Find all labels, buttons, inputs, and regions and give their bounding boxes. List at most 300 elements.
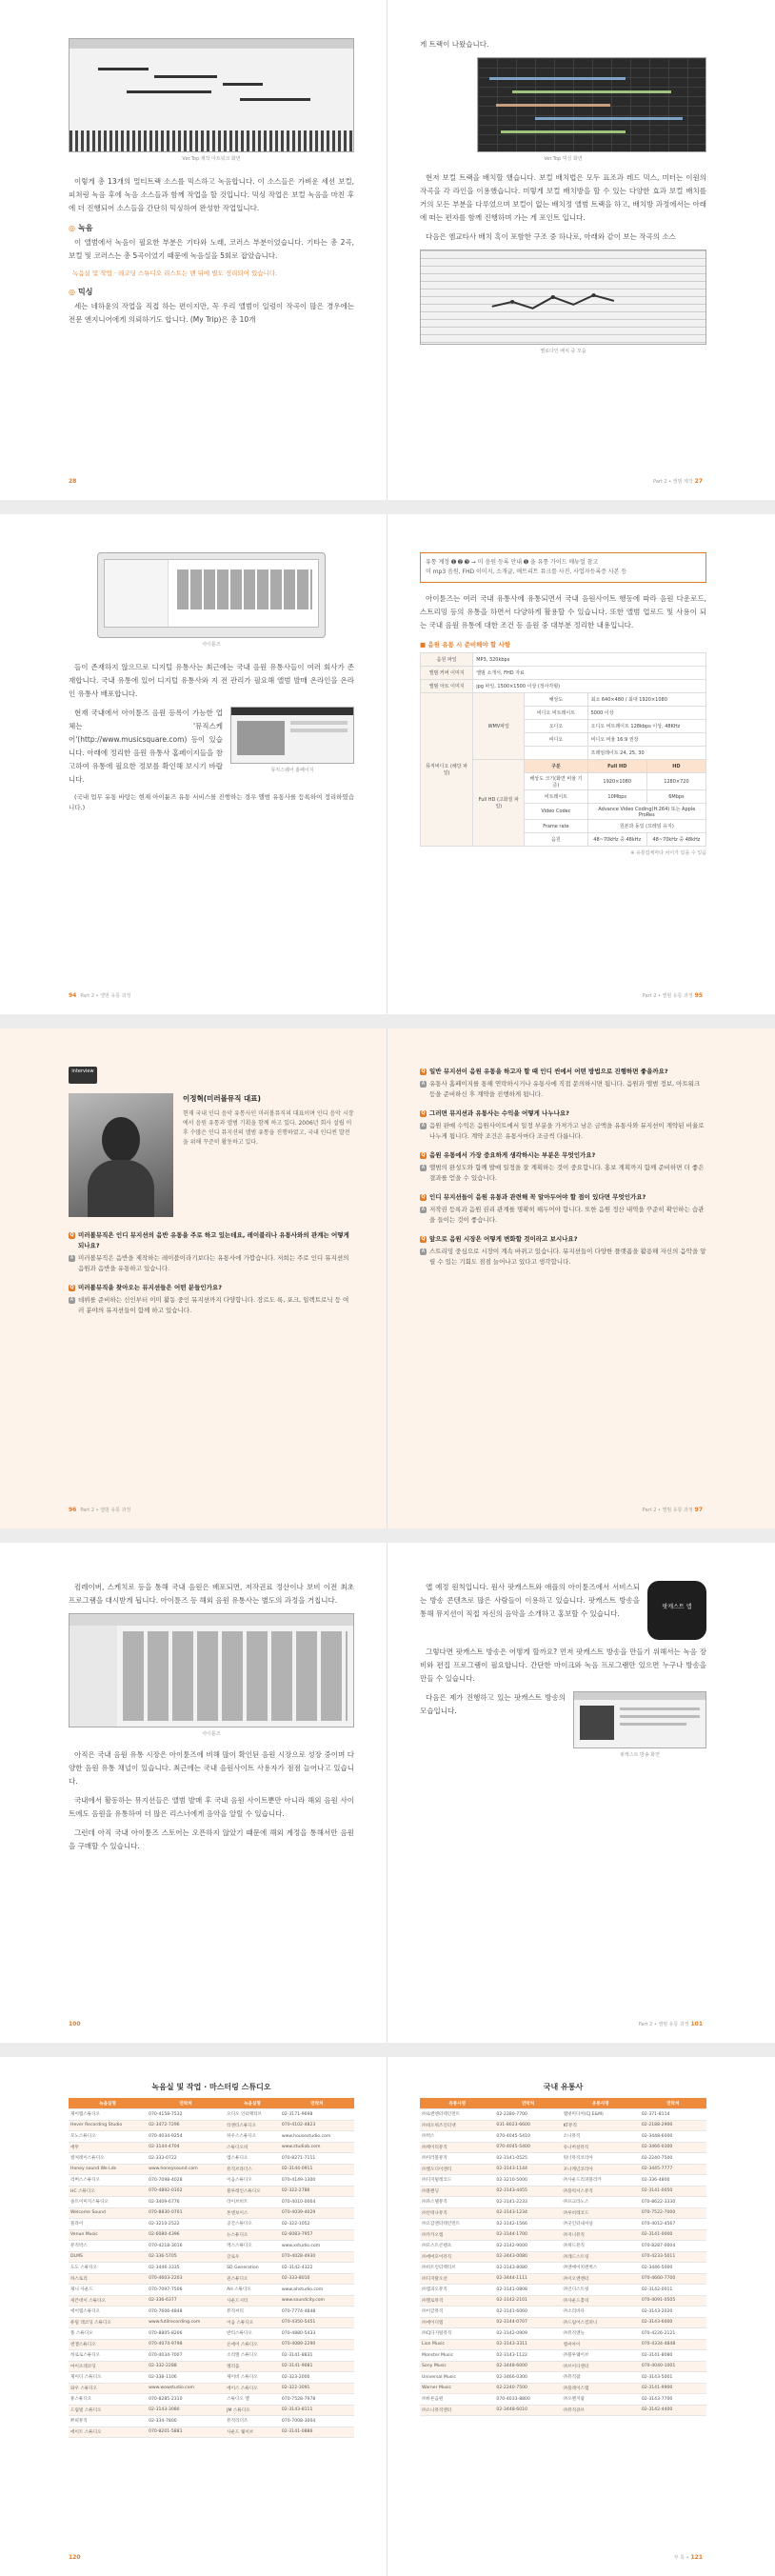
page-footer (69, 2021, 85, 2027)
table-cell: 02-3141-0525 (494, 2153, 561, 2165)
table-row (69, 2120, 354, 2131)
figure-caption: Ver.Top 제작 아트워크 화면 (182, 156, 241, 162)
table-row (69, 2339, 354, 2350)
interviewee-bio: 현재 국내 인디 음악 유통사인 미러볼뮤직의 대표이며 인디 음악 시장에서 음원 유통과 앨범 기획을 함께 하고 있다. 2006년 회사 설립 이후 수많은 인디 뮤지션의 앨범 유통을 진행하였고, 국내 인디씬 발전을 위해 꾸준히 활동하고 있다. (183, 1110, 354, 1146)
table-cell: 솔트이미지스튜디오 (69, 2197, 147, 2208)
table-cell: ㈜사운드홀릭 (562, 2295, 640, 2306)
table-header-cell: 연락처 (280, 2098, 354, 2109)
section-text-mixing: 세는 네하윤의 작업을 직접 하는 편이지만, 꼭 우리 앨범이 일렁이 작곡이 많은 경우에는 전문 엔지니어에게 의뢰하기도 합니다. (My Trip)은 총 10개 (69, 302, 354, 324)
table-cell: 6Mbps (646, 790, 705, 804)
question-text: 음원 유통에서 가장 중요하게 생각하시는 부분은 무엇인가요? (429, 1151, 596, 1159)
table-cell: WMV파일 (473, 693, 525, 760)
table-row (69, 2197, 354, 2208)
table-cell: ㈜이오엔엔터 (562, 2273, 640, 2285)
table-cell: 퀸스튜디오 (225, 2273, 280, 2285)
page-number: 120 (69, 2554, 81, 2561)
table-cell: 뮤직씨티 (225, 2306, 280, 2318)
table-cell: 02-3141-2233 (494, 2197, 561, 2208)
table-cell: 비트레이트 (525, 790, 587, 804)
table-cell: 02-371-8114 (640, 2109, 706, 2121)
table-cell: 리버스스튜디오 (69, 2175, 147, 2187)
table-row (420, 2109, 706, 2121)
table-cell: ㈜엔에이치엔벅스 (562, 2263, 640, 2274)
table-cell: 02-333-0722 (147, 2153, 225, 2165)
mixing-screenshot (477, 57, 706, 152)
page-number: 96 (69, 1507, 77, 1513)
table-cell: 라이브비트 (225, 2197, 280, 2208)
table-cell: ㈜블렌딩 (420, 2186, 494, 2197)
table-cell: 02-3143-3080 (147, 2405, 225, 2416)
page-footer (639, 2021, 706, 2027)
table-header-cell: 연락처 (640, 2098, 706, 2109)
table-cell: 뮤직브라더스 (225, 2164, 280, 2175)
table-cell: 02-3448-6000 (494, 2361, 561, 2372)
table-cell: 070-7774-4848 (280, 2306, 354, 2318)
table-header-cell: 녹음실명 (225, 2098, 280, 2109)
qa-list (69, 1230, 354, 1316)
table-cell: AH 스튜디오 (225, 2285, 280, 2296)
table-cell: 02-3210-2522 (147, 2219, 225, 2230)
table-cell: ㈜엘오디이엔티 (420, 2164, 494, 2175)
table-cell: 070-8271-7111 (280, 2153, 354, 2165)
table-cell: 에이엠스튜디오 (69, 2306, 147, 2318)
table-cell: 02-3141-6060 (494, 2306, 561, 2318)
table-cell: 070-7528-7978 (280, 2394, 354, 2406)
table-cell: Hever Recording Studio (69, 2120, 147, 2131)
table-cell: 070-4040-1001 (640, 2361, 706, 2372)
table-cell: MP3, 320kbps (473, 653, 706, 667)
table-cell: 070-4045-5410 (494, 2131, 561, 2143)
table-cell: 02-3141-8080 (640, 2350, 706, 2362)
table-cell: 070-7097-7506 (147, 2285, 225, 2296)
table-cell: 02-3142-4322 (280, 2263, 354, 2274)
table-cell: 하우스스튜디오 (225, 2131, 280, 2143)
table-cell: 온에어 스튜디오 (225, 2339, 280, 2350)
table-cell: 02-3143-1122 (494, 2350, 561, 2362)
table-cell: ㈜브이디엔터 (562, 2361, 640, 2372)
table-cell: 이음스튜디오 (225, 2175, 280, 2187)
table-cell: 02-3444-1111 (494, 2273, 561, 2285)
table-row (420, 2350, 706, 2362)
table-header-cell: 연락처 (494, 2098, 561, 2109)
running-head: 부 록 • (673, 2555, 689, 2561)
table-cell: 070-4880-5433 (280, 2328, 354, 2340)
table-cell: 02-3143-6000 (640, 2317, 706, 2328)
table-cell: 02-322-3091 (280, 2383, 354, 2394)
page-number: 94 (69, 992, 77, 999)
page-27 (388, 0, 775, 500)
table-cell: 02-3142-9000 (494, 2241, 561, 2252)
question (420, 1067, 706, 1077)
table-cell: 02-322-2786 (280, 2186, 354, 2197)
table-row (69, 2426, 354, 2438)
requirements-table (420, 652, 706, 847)
podcast-screenshot (573, 1691, 706, 1748)
table-cell: Advance Video Coding(H.264) 또는 Apple ProRes (587, 804, 705, 820)
table-cell: 에뚜 (69, 2142, 147, 2153)
table-cell: Sony Music (420, 2361, 494, 2372)
figure-caption: 팟캐스트 방송 화면 (620, 1752, 660, 1758)
table-cell: 02-3144-0911 (280, 2164, 354, 2175)
page-96 (0, 1028, 388, 1528)
table-cell: 스튜디오 엘 (225, 2394, 280, 2406)
table-cell: 모노스튜디오 (69, 2131, 147, 2143)
answer (420, 1079, 706, 1100)
table-cell: 프레임레이트 24, 25, 30 (587, 747, 705, 760)
answer-icon: A (421, 1123, 426, 1128)
table-row (69, 2416, 354, 2427)
table-cell: ㈜플레이스엠 (562, 2383, 640, 2394)
table-cell: 02-3445-7777 (640, 2164, 706, 2175)
table-cell: 1280×720 (646, 773, 705, 790)
table-cell: 02-3141-8831 (280, 2350, 354, 2362)
section-title-recording: ◎ 녹음 (69, 224, 93, 232)
spread-2 (0, 514, 775, 1014)
page-footer (653, 478, 706, 485)
table-row (69, 2263, 354, 2274)
question-icon: Q (70, 1232, 74, 1238)
qa-item (420, 1108, 706, 1142)
table-row (420, 2251, 706, 2263)
table-note: ※ 유통업체마다 차이가 있을 수 있음 (630, 850, 706, 856)
table-header-cell: 유통사명 (562, 2098, 640, 2109)
table-cell: 쁘띠뮤직 (69, 2416, 147, 2427)
table-cell: 엔젤스튜디오 (69, 2339, 147, 2350)
table-row (420, 2263, 706, 2274)
table-cell: 5000 이상 (587, 707, 705, 720)
table-header-row (420, 2098, 706, 2109)
table-cell: 070-4033-8800 (494, 2394, 561, 2406)
table-cell: 02-3448-6010 (494, 2405, 561, 2416)
qa-item (420, 1150, 706, 1184)
qa-item (420, 1067, 706, 1100)
table-cell: 이음 스튜디오 (225, 2317, 280, 2328)
table-row (69, 2394, 354, 2406)
table-cell: 02-338-1106 (147, 2372, 225, 2384)
table-cell: 070-4010-0064 (280, 2197, 354, 2208)
table-cell: 02-3466-0300 (640, 2142, 706, 2153)
table-cell: 톤앤보이스 (225, 2207, 280, 2219)
table-cell: 음원 (525, 833, 587, 847)
table-cell: ㈜위드뮤직 (562, 2241, 640, 2252)
itunes-laptop-image (97, 552, 326, 638)
table-cell: 1920×1080 (587, 773, 646, 790)
table-cell: 비디오 비율 16:9 권장 (587, 733, 705, 747)
table-cell: 070-7008-3004 (280, 2416, 354, 2427)
table-cell: 02-2188-2900 (640, 2120, 706, 2131)
table-cell: 070-4158-7532 (147, 2109, 225, 2121)
table-cell: ㈜인디스트릿 (562, 2285, 640, 2296)
table-cell: ㈜벅스 (420, 2131, 494, 2143)
page-95 (388, 514, 775, 1014)
answer-icon: A (421, 1165, 426, 1170)
table-cell: 02-3142-1566 (494, 2219, 561, 2230)
table-row (69, 2153, 354, 2165)
figure1-caption: Ver.Top 믹싱 화면 (544, 156, 583, 162)
table-cell: 070-4603-2203 (147, 2273, 225, 2285)
table-cell: 02-2280-7700 (494, 2109, 561, 2121)
answer-text: 데뷔를 준비하는 신인부터 이미 활동 중인 뮤지션까지 다양합니다. 장르도 록, 포크, 일렉트로닉 등 여러 분야의 뮤지션들이 함께 하고 있습니다. (78, 1296, 349, 1314)
paragraph-3: 그런데 아직 국내 아이튠즈 스토어는 오픈하지 않았기 때문에 해외 계정을 통해서만 음원을 구매할 수 있습니다. (69, 1828, 354, 1850)
page-number: 121 (690, 2554, 703, 2561)
table-cell: 해상도 (525, 693, 587, 707)
table-row (69, 2361, 354, 2372)
answer (420, 1247, 706, 1268)
table-cell: 070-4039-4029 (280, 2207, 354, 2219)
page-footer (69, 2554, 85, 2561)
table-cell: 최소 640×480 / 최대 1920×1080 (587, 693, 705, 707)
running-head: Part 2 • 앨범 유통 과정 (638, 2022, 689, 2027)
table-header-cell: 유통사명 (420, 2098, 494, 2109)
table-row (420, 2120, 706, 2131)
table-cell: 070-8805-8206 (147, 2328, 225, 2340)
page-94 (0, 514, 388, 1014)
table-cell: www.futilrecording.com (147, 2317, 225, 2328)
table-cell: 02-3141-9081 (280, 2361, 354, 2372)
answer-text: 유통사 홈페이지를 통해 연락하시거나 유통사에 직접 문의하시면 됩니다. 음원과 앨범 정보, 아트워크 등을 준비하신 후 계약을 진행하게 됩니다. (429, 1080, 701, 1098)
table-cell: 비디오 (525, 733, 587, 747)
table-cell: 도도 스튜디오 (69, 2263, 147, 2274)
table-row (420, 2186, 706, 2197)
table-cell: 070-4149-1300 (280, 2175, 354, 2187)
spread-4 (0, 1543, 775, 2043)
table-cell: ㈜플럭서스뮤직 (562, 2186, 640, 2197)
table-cell: 48~70kHz 중 48kHz (646, 833, 705, 847)
table-row (420, 2372, 706, 2384)
table-cell: 02-3448-6000 (640, 2131, 706, 2143)
table-row (420, 2306, 706, 2318)
table-cell: 02-3144-0707 (494, 2317, 561, 2328)
table-cell: 사운드시티 (225, 2295, 280, 2306)
running-head: Part 2 • 앨범 유통 과정 (80, 1508, 131, 1513)
answer (420, 1205, 706, 1226)
table-cell: 02-3144-4704 (147, 2142, 225, 2153)
table-cell: ㈜케이티뮤직 (420, 2142, 494, 2153)
table-cell: 02-3446-5000 (640, 2263, 706, 2274)
table-cell: 플라이 (69, 2219, 147, 2230)
table-row (420, 2164, 706, 2175)
table-cell: 제이엠스튜디오 (69, 2109, 147, 2121)
question-text: 일반 뮤지션이 음원 유통을 하고자 할 때 인디 씬에서 어떤 방법으로 진행하면 좋을까요? (429, 1068, 668, 1075)
table-cell: 세븐데이 스튜디오 (69, 2295, 147, 2306)
table-cell: ㈜뮤직팜 (562, 2372, 640, 2384)
page-footer (643, 992, 706, 999)
table-row (69, 2372, 354, 2384)
table-cell: ㈜사운드리퍼블리카 (562, 2175, 640, 2187)
table-cell: 엠스튜디오 (225, 2153, 280, 2165)
page-number: 28 (69, 478, 77, 485)
table-cell: ㈜에이디엠 (420, 2317, 494, 2328)
page-footer (643, 1507, 706, 1513)
page-footer (69, 478, 80, 485)
section-title-mixing: ◎ 믹싱 (69, 288, 93, 296)
answer-icon: A (421, 1248, 426, 1254)
table-cell: ㈜오감엔터테인먼트 (420, 2219, 494, 2230)
qa-item (69, 1283, 354, 1316)
table-cell: 070-4034-7007 (147, 2350, 225, 2362)
table-cell: 티엔티스튜디오 (225, 2120, 280, 2131)
table-cell: 공간스튜디오 (225, 2219, 280, 2230)
answer-text: 저작권 등록과 음원 권리 관계를 명확히 해두어야 합니다. 또한 음원 정산 내역을 꾸준히 확인하는 습관을 들이는 것이 좋습니다. (429, 1206, 705, 1224)
table-row (420, 2219, 706, 2230)
table-cell: 02-336-5705 (147, 2251, 225, 2263)
table-cell: 엠넷미디어(CJ E&M) (562, 2109, 640, 2121)
table-cell: 유니버설뮤직 (562, 2142, 640, 2153)
table-cell: ㈜모스트콘텐츠 (420, 2241, 494, 2252)
table-cell: 포니캐년코리아 (562, 2164, 640, 2175)
page-number: 100 (69, 2021, 81, 2027)
table-cell: 070-4034-9254 (147, 2131, 225, 2143)
table-cell: 엘리움 (225, 2361, 280, 2372)
running-head: Part 2 • 앨범 유통 과정 (642, 1508, 693, 1513)
table-cell: www.studiob.com (280, 2142, 354, 2153)
table-cell: 블루레인스튜디오 (225, 2186, 280, 2197)
table-row (69, 2350, 354, 2362)
table-cell: 02-3143-1144 (494, 2164, 561, 2175)
table-header-cell: 구분 (525, 760, 587, 773)
table-cell: 070-4892-0102 (147, 2186, 225, 2197)
table-row (420, 2405, 706, 2416)
table-row (420, 2241, 706, 2252)
paragraph-1: 현저 보컬 트랙을 배치할 했습니다. 보컬 배치법은 모두 표조과 레드 믹스, 미터는 이원의 작곡을 각 라인을 이용했습니다. 미렇게 보컬 배치방을 할 수 있는 다양한 효과 보컬 배치를 거의 모든 부분을 다루었으며 보컬이 없는 배치정 앨범 트랙을 하고, 배치방 과정에서는 아래에 떠는 편자를 함께 진행하며 가는 게 포인트 입니다. (420, 173, 706, 222)
table-title: ■ 음원 유통 시 준비해야 할 사항 (420, 641, 511, 649)
table-cell: 앨범 아트 이미지 (421, 680, 473, 693)
table-row (69, 2219, 354, 2230)
paragraph-1: 아직은 국내 음원 유통 시장은 아이튠즈에 비해 많이 확인된 음원 시장으로 성장 중이며 다양한 음원 유통 채널이 있습니다. 최근에는 국내 음원사이트 사용자가 점점 늘어나고 있습니다. (69, 1750, 354, 1786)
table-cell: 워너뮤직코리아 (562, 2153, 640, 2165)
table-cell: 스튜디오비 (225, 2142, 280, 2153)
table-cell: KT뮤직 (562, 2120, 640, 2131)
table-cell: ㈜바른음원 (420, 2394, 494, 2406)
table-cell: ㈜굿인터내셔널 (562, 2219, 640, 2230)
table-cell: ㈜미러볼뮤직 (420, 2153, 494, 2165)
question-icon: Q (421, 1152, 426, 1158)
table-cell: 070-7522-7000 (640, 2207, 706, 2219)
question-icon: Q (421, 1236, 426, 1242)
table-row (69, 2295, 354, 2306)
answer-icon: A (421, 1207, 426, 1212)
page-footer (69, 992, 130, 999)
table-cell: ㈜엠피오뮤직 (420, 2285, 494, 2296)
table-cell: 제이비 스튜디오 (225, 2372, 280, 2384)
answer-text: 음원 판매 수익은 음원사이트에서 일정 부분을 가져가고 남은 금액을 유통사와 뮤지션이 계약된 비율로 나누게 됩니다. 계약 조건은 유통사마다 조금씩 다릅니다. (429, 1122, 705, 1140)
table-cell: 070-4028-4930 (280, 2251, 354, 2263)
table-cell: ㈜안테나뮤직 (420, 2207, 494, 2219)
table-cell: 02-3210-5000 (494, 2175, 561, 2187)
artwork-screenshot (69, 38, 354, 152)
table-cell: 와우 스튜디오 (69, 2383, 147, 2394)
table-row (69, 2241, 354, 2252)
answer (420, 1121, 706, 1142)
table-cell: 02-3141-0886 (280, 2426, 354, 2438)
table-cell: Warner Music (420, 2383, 494, 2394)
table-row (420, 2394, 706, 2406)
figure2-caption: 멜로다인 배치 중 모습 (540, 349, 586, 354)
table-cell: 02-6083-7957 (280, 2229, 354, 2241)
table-cell: Welcome Sound (69, 2207, 147, 2219)
question-text: 미러볼뮤직을 찾아오는 뮤지션들은 어떤 분들인가요? (78, 1284, 222, 1291)
question-text: 인디 뮤지션들이 음원 유통과 관련해 꼭 알아두어야 할 점이 있다면 무엇인가요? (429, 1193, 646, 1201)
question (420, 1108, 706, 1119)
table-cell: 뮤직비디오 (해당 파일) (421, 693, 473, 847)
table-row (69, 2164, 354, 2175)
studio-table (69, 2098, 354, 2438)
table-row (69, 2229, 354, 2241)
question (420, 1234, 706, 1245)
table-cell: ㈜뮤직앤뉴 (562, 2328, 640, 2340)
answer (420, 1163, 706, 1184)
table-cell: jpg 파일, 1500×1500 이상 (정사각형) (473, 680, 706, 693)
table-cell: ㈜이글뮤직 (420, 2306, 494, 2318)
table-row (69, 2175, 354, 2187)
musicsquare-screenshot (230, 707, 354, 764)
paragraph-3: (국내 업무 유통 바탕는 현재 아이튠즈 유통 서비스를 진행하는 경우 앨범 유통사를 등록하여 정리하였습니다.) (69, 793, 354, 811)
table-cell: 히로로스튜디오 (69, 2350, 147, 2362)
table-cell: 글로우 (225, 2251, 280, 2263)
table-cell: DLMS (69, 2251, 147, 2263)
answer-icon: A (70, 1255, 74, 1261)
question-icon: Q (70, 1285, 74, 1290)
paragraph-2: 국내에서 활동하는 뮤지션들은 앨범 발매 후 국내 음원 사이트뿐만 아니라 해외 음원 사이트에도 음원을 유통하여 더 많은 리스너에게 음악을 알릴 수 있습니다. (69, 1796, 354, 1818)
table-cell: Video Codec (525, 804, 587, 820)
info-note-box: 유통 계정 ➊ ➋ ➌ → 미 음원 등록 안내 ➊ 을 유통 가이드 매뉴얼 참고 미 mp3 음원, FHD 이미지, 소개글, 애트리트 뮤크를 사진, 사업자등록증 사본 등 (420, 552, 706, 583)
table-cell: 제니 사운드 (69, 2285, 147, 2296)
table-row (69, 2142, 354, 2153)
table-cell: 070-4091-0505 (640, 2295, 706, 2306)
table-header-cell: Full HD (587, 760, 646, 773)
table-row (420, 2207, 706, 2219)
table-cell: 070-8285-2310 (147, 2394, 225, 2406)
table-row (420, 2197, 706, 2208)
table-row (420, 2142, 706, 2153)
table-cell: 02-3143-5001 (640, 2372, 706, 2384)
answer-text: 미러볼뮤직은 음반을 제작하는 레이블이라기보다는 유통사에 가깝습니다. 저희는 주로 인디 뮤지션의 음원과 음반을 유통하고 있습니다. (78, 1254, 349, 1272)
table-row (69, 2328, 354, 2340)
table-cell: 에이트 스튜디오 (69, 2426, 147, 2438)
table-cell: 070-4102-4823 (280, 2120, 354, 2131)
table-cell: 070-7098-4028 (147, 2175, 225, 2187)
table-row (420, 2295, 706, 2306)
table-cell: 070-8201-5881 (147, 2426, 225, 2438)
table-row (420, 2153, 706, 2165)
paragraph-1: 앱 예정 원칙입니다. 원사 팟캐스트와 애플의 아이튠즈에서 서비스되는 방송 콘텐츠로 많은 사람들이 이용하고 있습니다. 팟캐스트 방송을 통해 뮤지션이 직접 자신의 음악을 소개하고 홍보할 수 있습니다. (420, 1583, 640, 1618)
table-header-cell: HD (646, 760, 705, 773)
table-header-cell: 연락처 (147, 2098, 225, 2109)
page-number: 101 (690, 2021, 703, 2027)
table-cell: 제이디 스튜디오 (69, 2372, 147, 2384)
table-cell: 02-3142-2101 (494, 2295, 561, 2306)
table-row (420, 2383, 706, 2394)
table-cell: 폴 스튜디오 (69, 2328, 147, 2340)
table-cell: 컬처레이스튜디오 (69, 2153, 147, 2165)
table-row (420, 2361, 706, 2372)
table-cell: 48~70kHz 중 48kHz (587, 833, 646, 847)
table-cell: 02-3143-4455 (494, 2186, 561, 2197)
table-cell: www.xstudio.com (280, 2241, 354, 2252)
table-cell: 에이스 스튜디오 (225, 2383, 280, 2394)
table-cell: 02-6080-4396 (147, 2229, 225, 2241)
table-cell: ㈜로엔엔터테인먼트 (420, 2109, 494, 2121)
table-cell: 02-3141-9900 (640, 2383, 706, 2394)
table-cell: 10Mbps (587, 790, 646, 804)
table-row (69, 2131, 354, 2143)
page-100 (0, 1543, 388, 2043)
table-cell: 02-3141-0808 (494, 2285, 561, 2296)
distributor-list-title: 국내 유통사 (543, 2083, 584, 2091)
table-cell: www.wowstudio.com (147, 2383, 225, 2394)
figure1-caption: 아이튠즈 (202, 642, 221, 648)
table-cell: 02-3143-8080 (494, 2263, 561, 2274)
